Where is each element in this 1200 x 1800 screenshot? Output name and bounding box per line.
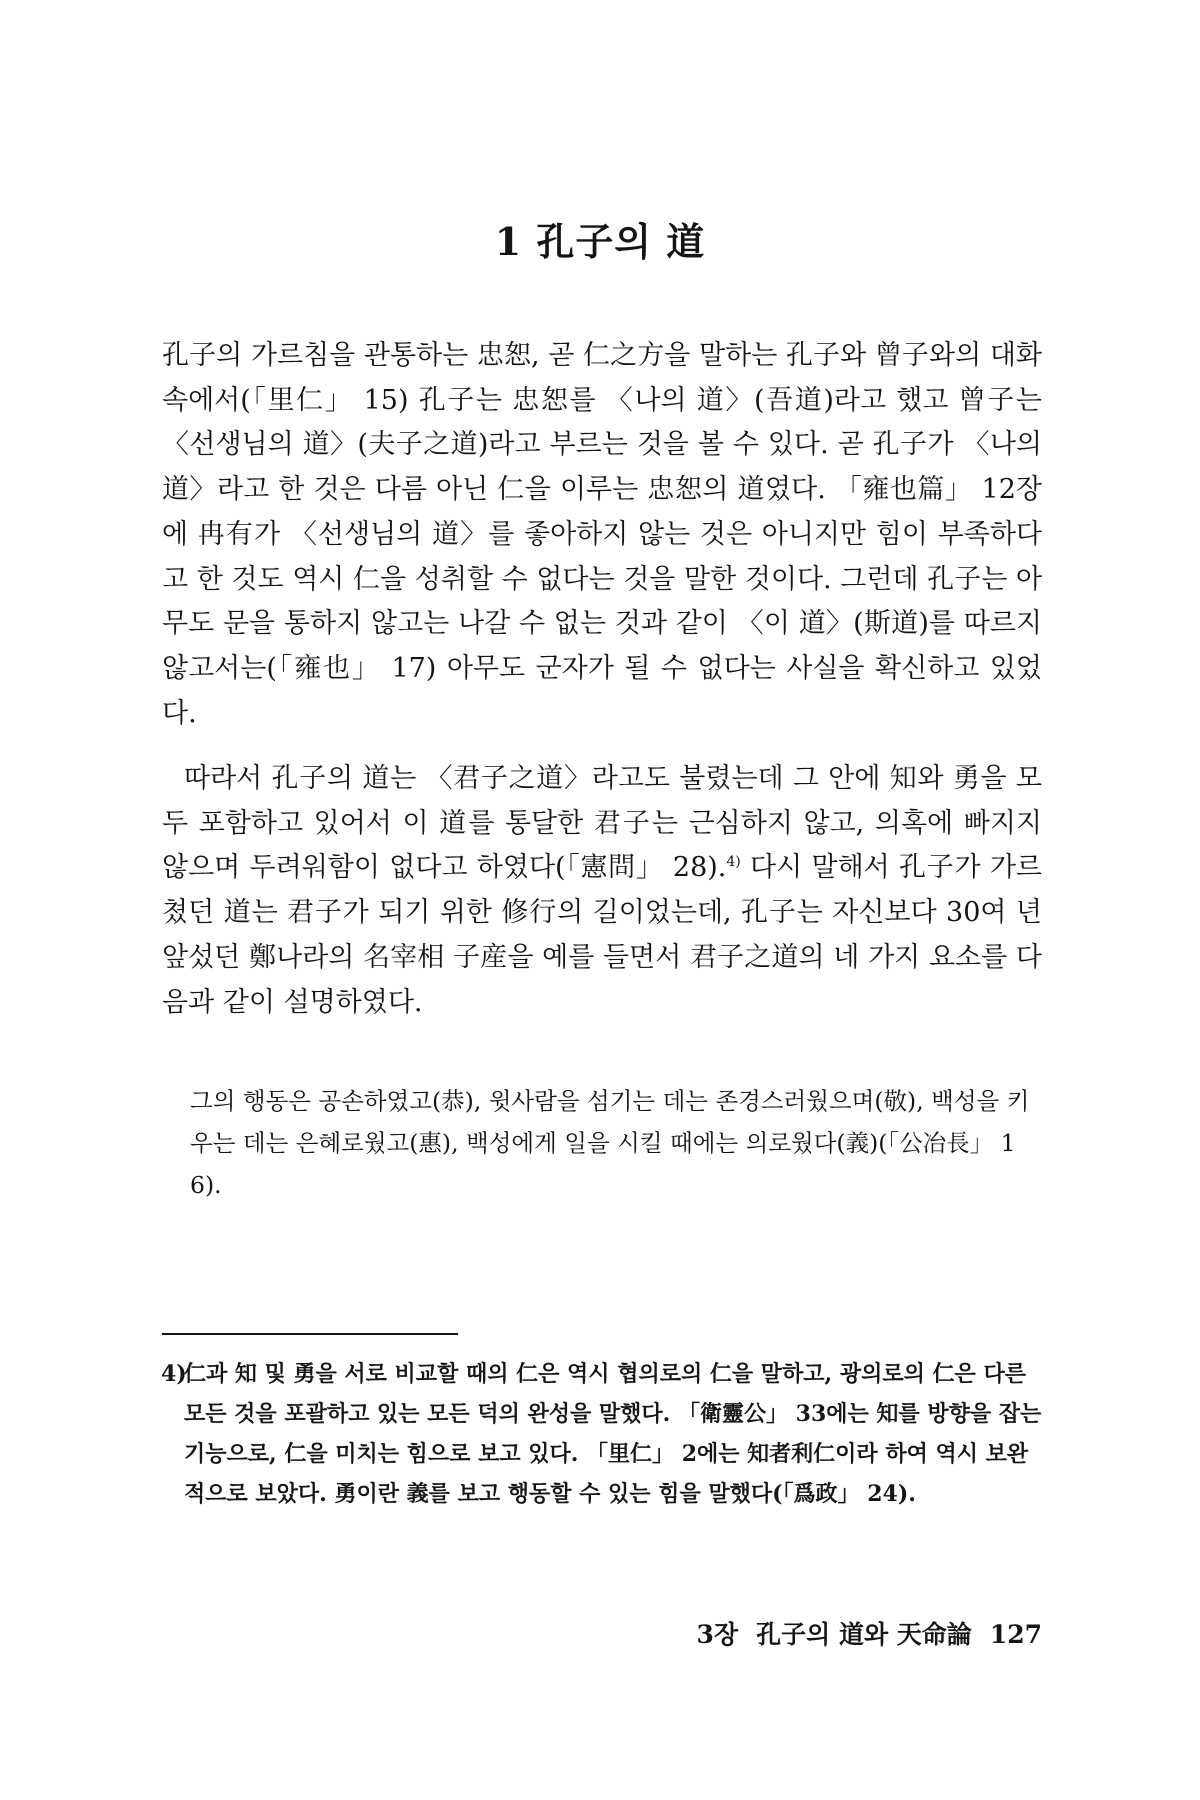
body-paragraph-1: 孔子의 가르침을 관통하는 忠恕, 곧 仁之方을 말하는 孔子와 曾子와의 대화 속에서(「里仁」 15) 孔子는 忠恕를 〈나의 道〉(吾道)라고 했고 曾子는 〈선생님의 道〉(夫子之道)라고 부르는 것을 볼 수 있다. 곧 孔子가 〈나의 道〉라고 한 것은 다름 아닌 仁을 이루는 忠恕의 道였다. 「雍也篇」 12장에 冉有가 〈선생님의 道〉를 좋아하지 않는 것은 아니지만 힘이 부족하다고 한 것도 역시 仁을 성취할 수 없다는 것을 말한 것이다. 그런데 孔子는 아무도 문을 통하지 않고는 나갈 수 없는 것과 같이 〈이 道〉(斯道)를 따르지 않고서는(「雍也」 17) 아무도 군자가 될 수 없다는 사실을 확신하고 있었다. [162,340,1042,729]
body-paragraph-2 [162,757,1042,1025]
body-paragraph-2-part-1: 따라서 孔子의 道는 〈君子之道〉라고도 불렸는데 그 안에 知와 勇을 모두 포함하고 있어서 이 道를 통달한 君子는 근심하지 않고, 의혹에 빠지지 않으며 두려워함이 없다고 하였다(「憲問」 28). [162,763,1042,884]
section-heading: 1 孔子의 道 [494,219,706,265]
footnote-divider [162,1333,458,1335]
footnote-text: 仁과 知 및 勇을 서로 비교할 때의 仁은 역시 협의로의 仁을 말하고, 광의로의 仁은 다른 모든 것을 포괄하고 있는 모든 덕의 완성을 말했다. 「衛靈公」 33에는 知를 방향을 잡는 기능으로, 仁을 미치는 힘으로 보고 있다. 「里仁」 2에는 知者利仁이라 하여 역시 보완적으로 보았다. 勇이란 義를 보고 행동할 수 있는 힘을 말했다(「爲政」 24). [184,1361,1042,1507]
page-number: 127 [989,1620,1042,1649]
body-paragraph-2-part-2: 다시 말해서 孔子가 가르쳤던 道는 君子가 되기 위한 修行의 길이었는데, 孔子는 자신보다 30여 년 앞섰던 鄭나라의 名宰相 子産을 예를 들면서 君子之道의 네 가지 요소를 다음과 같이 설명하였다. [162,852,1042,1018]
footnote-reference[interactable]: 4) [726,854,741,871]
block-quote: 그의 행동은 공손하였고(恭), 윗사람을 섬기는 데는 존경스러웠으며(敬), 백성을 키우는 데는 은혜로웠고(惠), 백성에게 일을 시킬 때에는 의로웠다(義)(「公冶長」 16). [190,1087,1030,1199]
footnote [161,1354,1042,1514]
footer-chapter-title: 孔子의 道와 天命論 [756,1620,972,1649]
running-footer [670,1615,1042,1651]
footer-chapter: 3장 [696,1620,739,1649]
footnote-marker: 4) [161,1361,187,1387]
